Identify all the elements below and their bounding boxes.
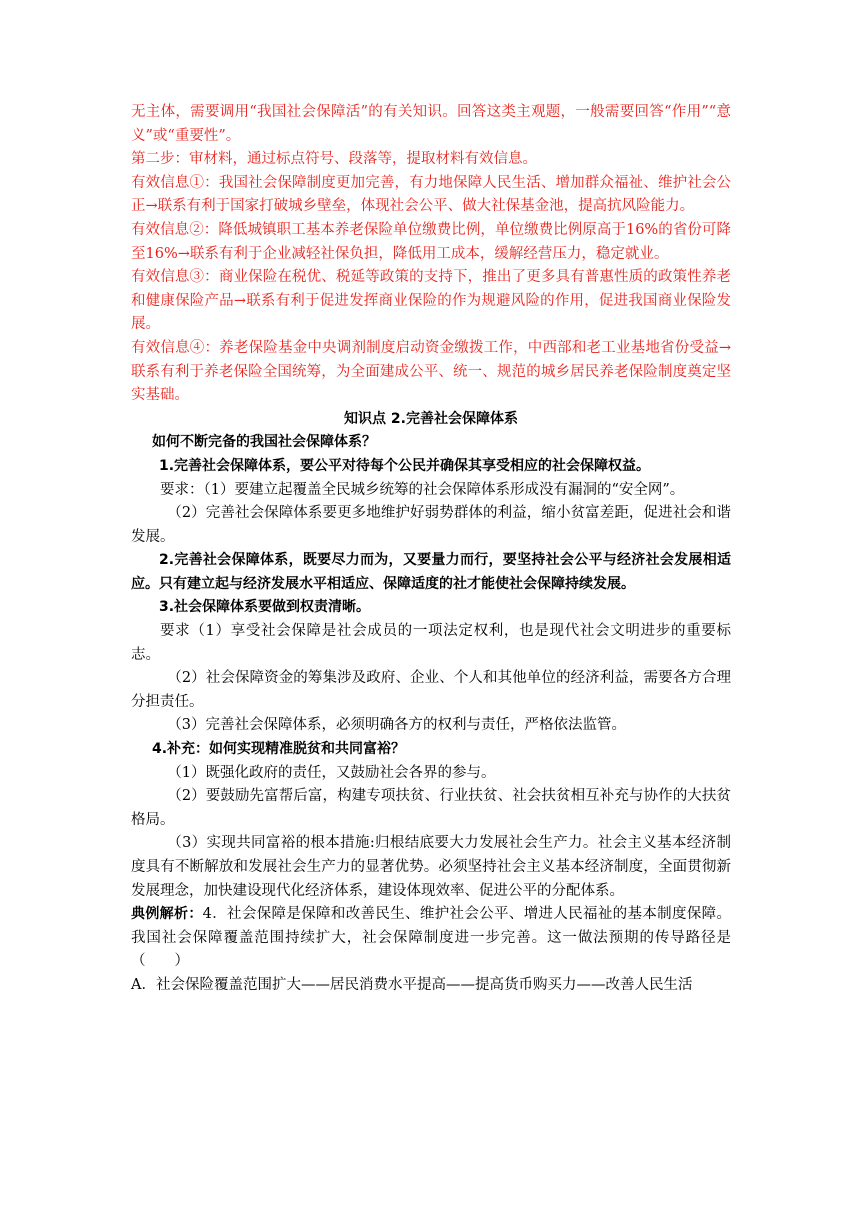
point-3-requirement-2: （2）社会保障资金的筹集涉及政府、企业、个人和其他单位的经济利益，需要各方合理分担责任。	[131, 670, 731, 710]
point-2: 2.完善社会保障体系，既要尽力而为，又要量力而行，要坚持社会公平与经济社会发展相适应。只有建立起与经济发展水平相适应、保障适度的社才能使社会保障持续发展。	[131, 552, 731, 592]
point-3: 3.社会保障体系要做到权责清晰。	[159, 599, 371, 616]
point-3-requirement-3: （3）完善社会保障体系，必须明确各方的权利与责任，严格依法监管。	[167, 717, 626, 734]
effective-info-2: 有效信息②：降低城镇职工基本养老保险单位缴费比例，单位缴费比例原高于16%的省份可降至16%→联系有利于企业减轻社保负担，降低用工成本，缓解经营压力，稳定就业。	[131, 221, 731, 262]
example-label: 典例解析：	[131, 906, 203, 923]
effective-info-3: 有效信息③：商业保险在税优、税延等政策的支持下，推出了更多具有普惠性质的政策性养老和健康保险产品→联系有利于促进发挥商业保险的作为规避风险的作用，促进我国商业保险发展。	[131, 269, 731, 333]
point-4-answer-1: （1）既强化政府的责任，又鼓励社会各界的参与。	[167, 764, 496, 781]
section-title: 知识点 2.完善社会保障体系	[344, 410, 518, 427]
step2-text: 第二步：审材料，通过标点符号、段落等，提取材料有效信息。	[131, 151, 537, 168]
point-4-answer-2: （2）要鼓励先富帮后富，构建专项扶贫、行业扶贫、社会扶贫相互补充与协作的大扶贫格局。	[131, 788, 731, 828]
point-4-answer-3: （3）实现共同富裕的根本措施:归根结底要大力发展社会生产力。社会主义基本经济制度具有不断解放和发展社会生产力的显著优势。必须坚持社会主义基本经济制度，全面贯彻新发展理念，加快建设现代化经济体系，建设体现效率、促进公平的分配体系。	[131, 835, 731, 899]
point-1: 1.完善社会保障体系，要公平对待每个公民并确保其享受相应的社会保障权益。	[159, 457, 651, 474]
example-paragraph	[131, 903, 731, 974]
document-page	[131, 101, 731, 998]
point-4: 4.补充：如何实现精准脱贫和共同富裕？	[152, 741, 406, 758]
effective-info-1: 有效信息①：我国社会保障制度更加完善，有力地保障人民生活、增加群众福祉、维护社会公正→联系有利于国家打破城乡壁垒，体现社会公平、做大社保基金池，提高抗风险能力。	[131, 174, 731, 215]
point-1-requirement-2: （2）完善社会保障体系要更多地维护好弱势群体的利益，缩小贫富差距，促进社会和谐发展。	[131, 505, 731, 545]
example-body: 4．社会保障是保障和改善民生、维护社会公平、增进人民福祉的基本制度保障。我国社会保障覆盖范围持续扩大，社会保障制度进一步完善。这一做法预期的传导路径是（ ）	[131, 906, 732, 970]
section-question: 如何不断完备的我国社会保障体系？	[152, 434, 376, 451]
intro-text: 无主体，需要调用“我国社会保障活”的有关知识。回答这类主观题，一般需要回答“作用”“意义”或“重要性”。	[131, 104, 731, 144]
point-1-requirement-1: 要求：（1）要建立起覆盖全民城乡统筹的社会保障体系形成没有漏洞的“安全网”。	[160, 481, 685, 498]
point-3-requirement-1: 要求（1）享受社会保障是社会成员的一项法定权利，也是现代社会文明进步的重要标志。	[131, 623, 731, 663]
effective-info-4: 有效信息④：养老保险基金中央调剂制度启动资金缴拨工作，中西部和老工业基地省份受益→联系有利于养老保险全国统筹，为全面建成公平、统一、规范的城乡居民养老保险制度奠定坚实基础。	[131, 339, 731, 404]
option-a: A．社会保险覆盖范围扩大——居民消费水平提高——提高货币购买力——改善人民生活	[131, 976, 693, 993]
